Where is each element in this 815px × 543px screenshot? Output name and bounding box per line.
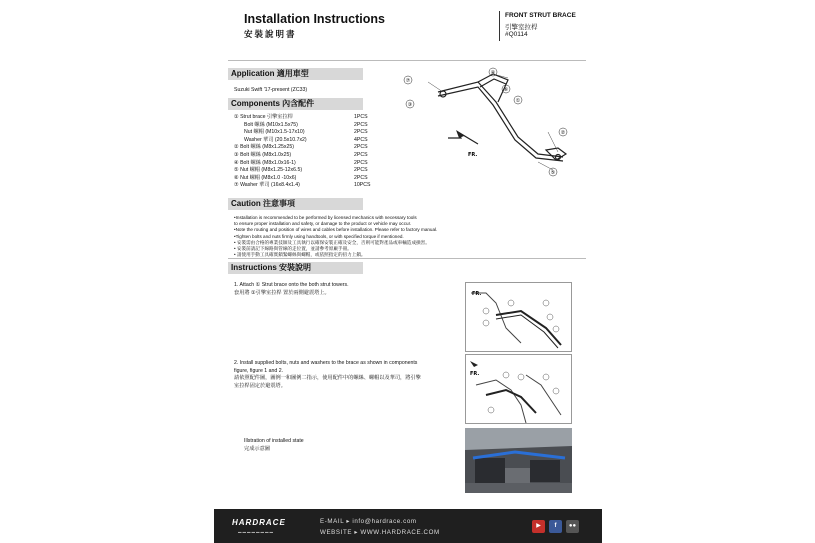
fr-label: FR. [472,291,482,297]
callout-3: ③ [407,102,413,108]
fr-label: FR. [468,152,478,158]
component-qty: 2PCS [354,159,368,166]
component-qty: 10PCS [354,182,371,189]
component-qty: 2PCS [354,167,368,174]
components-heading: Components 內含配件 [228,98,363,110]
step-line: 1. Attach ① Strut brace onto the both strut towers. [234,282,349,288]
figure-1 [465,282,572,352]
footer [214,509,602,543]
installed-state-label: Illstration of installed state [244,438,304,444]
component-name: ③ Bolt 螺絲 (M8x1.0x25) [234,152,292,158]
component-name: ⑤ Nut 螺帽 (M8x1.25-12x6.5) [234,167,303,174]
component-name: ⑥ Nut 螺帽 (M8x1.0 -10x6) [234,174,297,181]
component-name: Nut 螺帽 (M10x1.5-17x10) [244,129,305,136]
footer-website[interactable]: WEBSITE ▸ WWW.HARDRACE.COM [320,529,440,536]
callout-6: ⑥ [503,87,509,93]
step-line: 套用將 ①引擎室拉桿 置於兩側避震塔上。 [234,289,330,296]
application-heading: Application 適用車型 [228,68,363,80]
page-title-zh: 安裝說明書 [244,29,297,39]
callout-5: ⑤ [550,170,556,176]
product-code: #Q0114 [505,31,528,38]
component-name: ② Bolt 螺絲 (M8x1.25x25) [234,144,295,151]
caution-line: • 安裝需由合格的專業技師及工具執行以確保安裝正確及安全，否則可能對產品或車輛造成損害。 [234,239,430,245]
component-name: ⑦ Washer 華司 (16x8.4x1.4) [234,182,300,189]
caution-heading: Caution 注意事項 [228,198,363,210]
component-qty: 4PCS [354,136,368,143]
component-name: Washer 華司 (20.5x10.7x2) [244,136,307,143]
instruction-sheet [214,0,602,543]
caution-line: • 請使用手動工具確實鎖緊螺絲與螺帽，或依照指定的扭力上鎖。 [234,252,366,258]
instructions-heading: Instructions 安裝說明 [228,262,363,274]
step-line: figure, figure 1 and 2. [234,367,284,374]
header-divider [499,11,500,41]
callout-4: ④ [490,70,496,76]
step-line: 2. Install supplied bolts, nuts and washers to the brace as shown in components [234,360,418,366]
caution-line: •Tighten bolts and nuts firmly using handtools, or with specified torque if mentioned. [234,233,404,239]
figure-2 [465,354,572,424]
component-name: ④ Bolt 螺絲 (M8x1.0x16-1) [234,159,296,166]
product-name-zh: 引擎室拉桿 [505,24,538,31]
page-title: Installation Instructions [244,12,385,26]
installed-photo [465,428,572,493]
component-qty: 2PCS [354,121,368,128]
component-qty: 2PCS [354,174,368,181]
caution-line: • 安裝前請記下線路與管線的走位置，並請參考原廠手冊。 [234,246,352,251]
step-line: 室拉桿固定於避震塔。 [234,382,286,389]
installed-state-label-zh: 完成示意圖 [244,446,270,452]
youtube-icon[interactable]: ▶ [532,520,545,533]
exploded-diagram [398,62,588,184]
component-qty: 2PCS [354,144,368,151]
component-name: Bolt 螺絲 (M10x1.5x75) [244,121,298,128]
vehicle-text: Suzuki Swift '17-present (ZC33) [234,87,308,93]
component-name: ① Strut brace 引擎室拉桿 [234,114,293,120]
fr-label: FR. [470,371,480,377]
caution-line: •Installation is recommended to be performed by licensed mechanics with necessary tools [234,215,417,220]
component-qty: 2PCS [354,152,368,158]
brand-logo: HARDRACE [232,518,286,527]
step-line: 請依照配件圖，圖例一和圖例二指示，使用配件中的螺絲、螺帽以及華司，將引擎 [234,375,421,381]
caution-line: to ensure proper installation and safety, or damage to the product or vehicle may occur. [234,221,412,227]
footer-email[interactable]: E-MAIL ▸ info@hardrace.com [320,518,417,525]
component-qty: 1PCS [354,114,368,120]
facebook-icon[interactable]: f [549,520,562,533]
caution-line: •Note the routing and position of wires and cables before installation. Please refer to factory manual. [234,227,438,233]
callout-2: ② [560,130,566,136]
wechat-icon[interactable]: ●● [566,520,579,533]
component-qty: 2PCS [354,129,368,136]
brand-tagline: ▬▬▬▬▬▬▬▬ [238,530,274,534]
callout-7: ⑦ [405,78,411,84]
product-name: FRONT STRUT BRACE [505,12,576,19]
callout-1: ① [515,98,521,104]
divider [228,60,586,61]
